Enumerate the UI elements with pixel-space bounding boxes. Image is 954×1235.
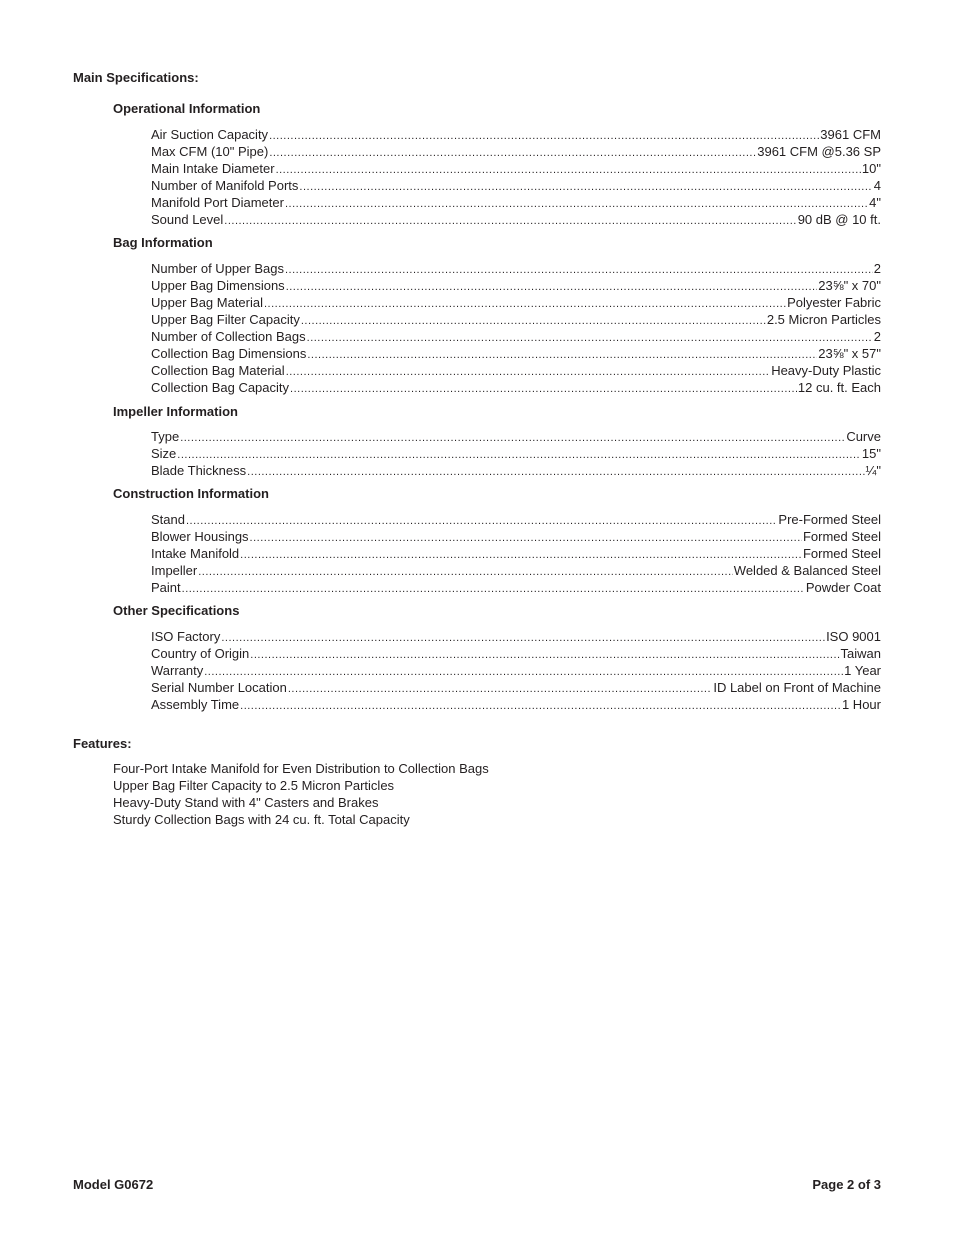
section-heading-other: Other Specifications — [113, 603, 240, 618]
spec-row — [151, 277, 881, 294]
dot-leader — [285, 196, 868, 213]
dot-leader — [182, 581, 805, 598]
spec-label: Sound Level — [151, 212, 224, 227]
dot-leader — [307, 330, 873, 347]
spec-row — [151, 345, 881, 362]
feature-item: Heavy-Duty Stand with 4" Casters and Brakes — [113, 795, 379, 810]
dot-leader — [250, 647, 839, 664]
spec-value: 23⅝" x 57" — [818, 346, 881, 361]
spec-row — [151, 211, 881, 228]
main-specifications-heading: Main Specifications: — [73, 70, 199, 85]
spec-label: Blower Housings — [151, 529, 249, 544]
spec-label: Number of Manifold Ports — [151, 178, 299, 193]
spec-label: Collection Bag Material — [151, 363, 285, 378]
spec-label: Country of Origin — [151, 646, 250, 661]
spec-row — [151, 328, 881, 345]
spec-value: 1 Year — [844, 663, 881, 678]
spec-label: Collection Bag Dimensions — [151, 346, 307, 361]
spec-list-operational — [151, 126, 881, 228]
spec-value: 90 dB @ 10 ft. — [797, 212, 881, 227]
spec-label: Upper Bag Filter Capacity — [151, 312, 300, 327]
spec-list-other — [151, 628, 881, 713]
spec-value: ISO 9001 — [826, 629, 881, 644]
dot-leader — [177, 447, 861, 464]
spec-label: Number of Upper Bags — [151, 261, 284, 276]
spec-value: 1 Hour — [841, 697, 881, 712]
dot-leader — [301, 313, 766, 330]
dot-leader — [307, 347, 817, 364]
spec-label: Main Intake Diameter — [151, 161, 275, 176]
spec-row — [151, 143, 881, 160]
dot-leader — [186, 513, 777, 530]
spec-row — [151, 126, 881, 143]
spec-label: Upper Bag Dimensions — [151, 278, 285, 293]
spec-row — [151, 579, 881, 596]
spec-row — [151, 562, 881, 579]
dot-leader — [247, 464, 864, 481]
spec-label: Manifold Port Diameter — [151, 195, 284, 210]
section-heading-operational: Operational Information — [113, 101, 261, 116]
dot-leader — [180, 430, 845, 447]
spec-label: Paint — [151, 580, 181, 595]
spec-value: ¼" — [865, 463, 881, 478]
spec-label: Assembly Time — [151, 697, 240, 712]
features-heading: Features: — [73, 736, 132, 751]
spec-value: 10" — [861, 161, 881, 176]
spec-row — [151, 662, 881, 679]
features-list — [113, 760, 489, 828]
spec-row — [151, 294, 881, 311]
spec-label: ISO Factory — [151, 629, 221, 644]
spec-list-impeller — [151, 428, 881, 479]
spec-value: 4" — [869, 195, 881, 210]
spec-value: Formed Steel — [802, 546, 881, 561]
spec-row — [151, 696, 881, 713]
dot-leader — [240, 698, 841, 715]
spec-label: Stand — [151, 512, 185, 527]
spec-label: Impeller — [151, 563, 198, 578]
spec-label: Air Suction Capacity — [151, 127, 269, 142]
spec-list-construction — [151, 511, 881, 596]
dot-leader — [250, 530, 802, 547]
spec-value: 4 — [873, 178, 881, 193]
dot-leader — [224, 213, 796, 230]
spec-value: Pre-Formed Steel — [778, 512, 881, 527]
spec-row — [151, 511, 881, 528]
spec-label: Max CFM (10" Pipe) — [151, 144, 269, 159]
spec-label: Collection Bag Capacity — [151, 380, 290, 395]
spec-value: 15" — [861, 446, 881, 461]
spec-row — [151, 428, 881, 445]
spec-row — [151, 545, 881, 562]
spec-row — [151, 645, 881, 662]
spec-row — [151, 445, 881, 462]
spec-list-bag — [151, 260, 881, 396]
feature-item: Upper Bag Filter Capacity to 2.5 Micron Particles — [113, 778, 395, 793]
spec-row — [151, 160, 881, 177]
spec-label: Type — [151, 429, 180, 444]
dot-leader — [286, 279, 818, 296]
spec-row — [151, 679, 881, 696]
spec-value: 2 — [873, 261, 881, 276]
footer-model: Model G0672 — [73, 1177, 154, 1192]
spec-row — [151, 528, 881, 545]
spec-label: Upper Bag Material — [151, 295, 263, 310]
dot-leader — [269, 145, 756, 162]
section-heading-impeller: Impeller Information — [113, 404, 238, 419]
section-heading-bag: Bag Information — [113, 235, 213, 250]
spec-label: Number of Collection Bags — [151, 329, 306, 344]
dot-leader — [299, 179, 872, 196]
section-heading-construction: Construction Information — [113, 486, 269, 501]
dot-leader — [264, 296, 786, 313]
spec-row — [151, 628, 881, 645]
spec-value: Polyester Fabric — [787, 295, 881, 310]
spec-value: Taiwan — [840, 646, 881, 661]
dot-leader — [269, 128, 819, 145]
feature-item: Four-Port Intake Manifold for Even Distribution to Collection Bags — [113, 761, 489, 776]
spec-row — [151, 311, 881, 328]
footer-page-number: Page 2 of 3 — [812, 1177, 881, 1192]
dot-leader — [285, 262, 873, 279]
spec-row — [151, 177, 881, 194]
spec-label: Size — [151, 446, 177, 461]
spec-row — [151, 260, 881, 277]
spec-row — [151, 194, 881, 211]
spec-value: 12 cu. ft. Each — [797, 380, 881, 395]
spec-value: Welded & Balanced Steel — [733, 563, 881, 578]
spec-row — [151, 462, 881, 479]
spec-value: Curve — [846, 429, 881, 444]
dot-leader — [290, 381, 797, 398]
spec-value: Powder Coat — [805, 580, 881, 595]
spec-row — [151, 379, 881, 396]
spec-value: 3961 CFM @5.36 SP — [757, 144, 881, 159]
spec-label: Serial Number Location — [151, 680, 287, 695]
spec-value: 2 — [873, 329, 881, 344]
dot-leader — [221, 630, 825, 647]
spec-value: ID Label on Front of Machine — [713, 680, 881, 695]
spec-value: 23⅝" x 70" — [818, 278, 881, 293]
dot-leader — [276, 162, 861, 179]
spec-value: 3961 CFM — [820, 127, 881, 142]
dot-leader — [288, 681, 712, 698]
spec-value: Heavy-Duty Plastic — [771, 363, 881, 378]
spec-label: Intake Manifold — [151, 546, 240, 561]
spec-label: Warranty — [151, 663, 204, 678]
spec-value: 2.5 Micron Particles — [766, 312, 881, 327]
feature-item: Sturdy Collection Bags with 24 cu. ft. Total Capacity — [113, 812, 410, 827]
dot-leader — [198, 564, 733, 581]
dot-leader — [286, 364, 771, 381]
dot-leader — [240, 547, 802, 564]
spec-row — [151, 362, 881, 379]
spec-value: Formed Steel — [802, 529, 881, 544]
spec-label: Blade Thickness — [151, 463, 247, 478]
